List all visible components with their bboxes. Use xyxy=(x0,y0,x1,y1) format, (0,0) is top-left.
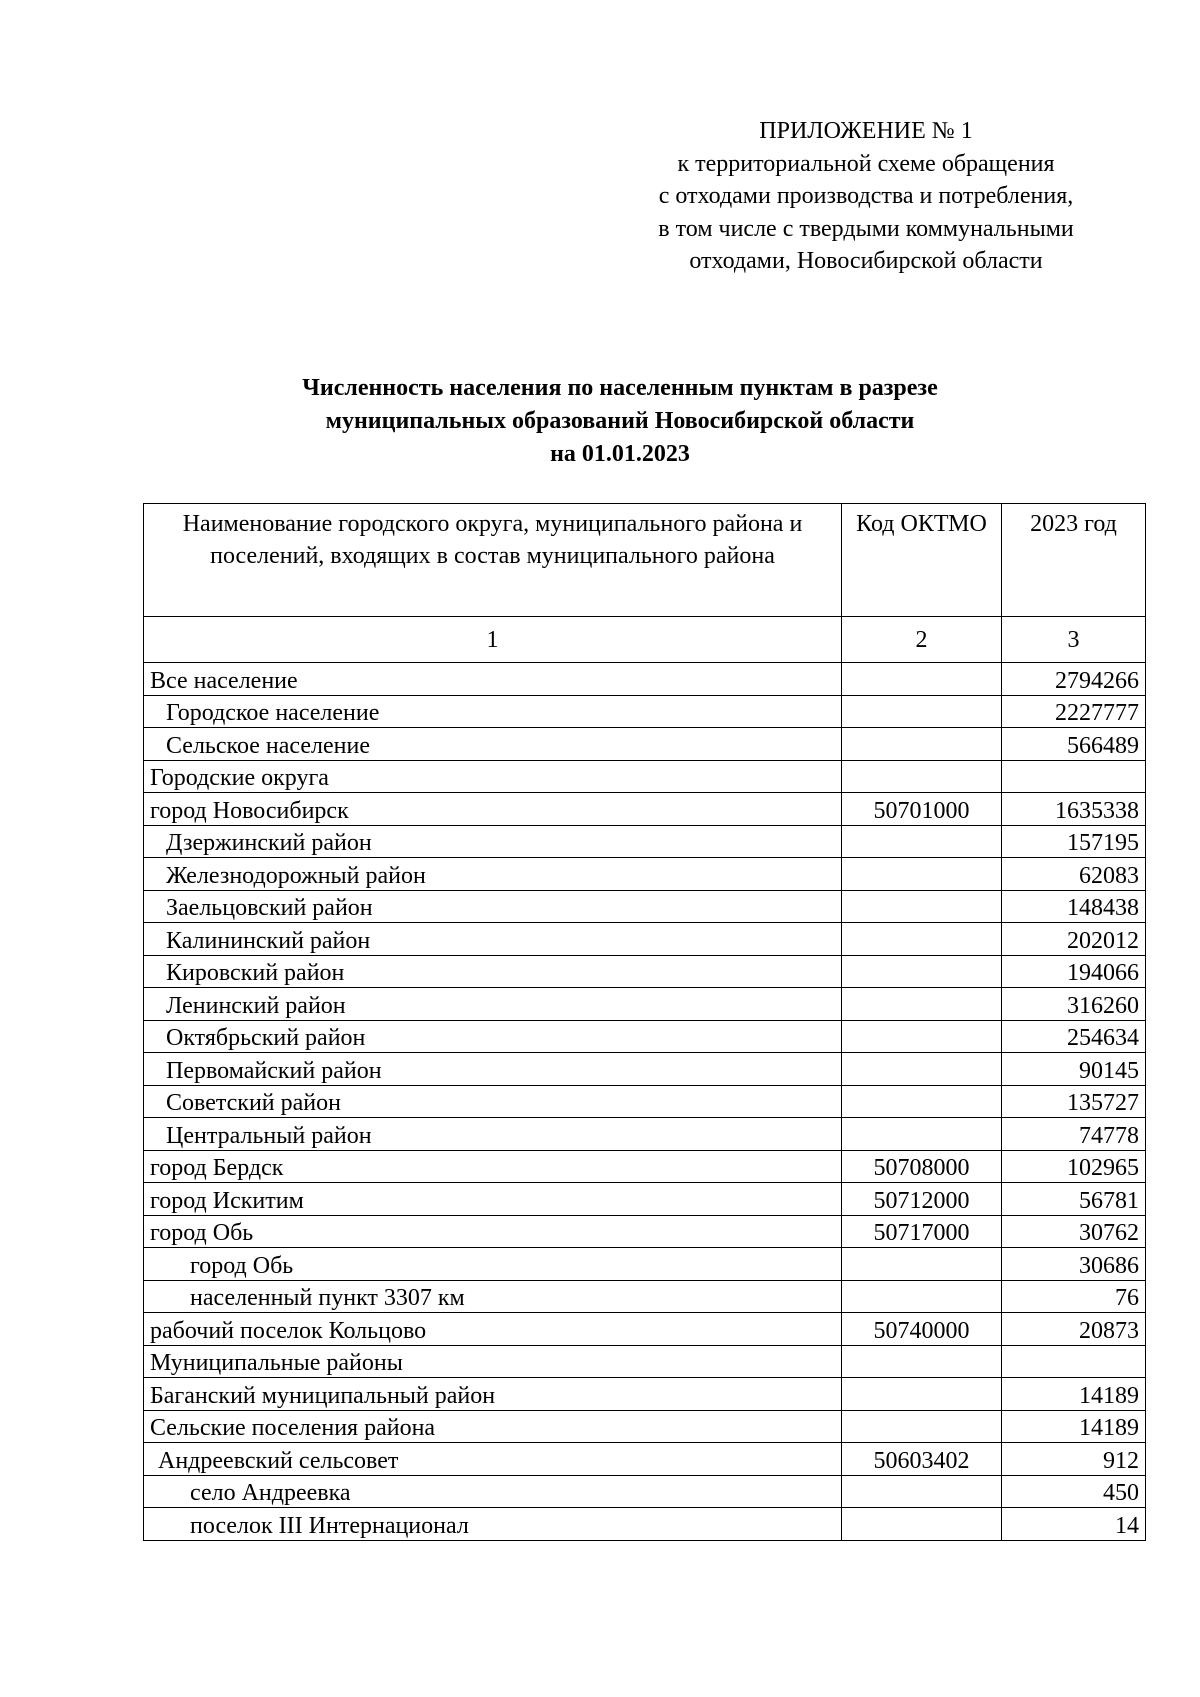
header-year: 2023 год xyxy=(1002,504,1146,617)
row-population xyxy=(1002,760,1146,793)
row-name: Октябрьский район xyxy=(144,1020,842,1053)
row-population: 14189 xyxy=(1002,1378,1146,1411)
row-oktmo-code xyxy=(842,760,1002,793)
row-population: 62083 xyxy=(1002,858,1146,891)
row-oktmo-code xyxy=(842,890,1002,923)
row-name: Муниципальные районы xyxy=(144,1345,842,1378)
row-population: 76 xyxy=(1002,1280,1146,1313)
table-row xyxy=(144,1508,1146,1541)
row-name: Городское население xyxy=(144,695,842,728)
row-oktmo-code xyxy=(842,1085,1002,1118)
title-line: на 01.01.2023 xyxy=(550,441,690,467)
population-table xyxy=(143,503,1146,1541)
row-oktmo-code: 50717000 xyxy=(842,1215,1002,1248)
row-name: Кировский район xyxy=(144,955,842,988)
row-population: 90145 xyxy=(1002,1053,1146,1086)
row-population: 135727 xyxy=(1002,1085,1146,1118)
row-population: 254634 xyxy=(1002,1020,1146,1053)
table-row xyxy=(144,1085,1146,1118)
header-name: Наименование городского округа, муниципального района и поселений, входящих в состав муниципального района xyxy=(144,504,842,617)
table-row xyxy=(144,825,1146,858)
row-name: город Обь xyxy=(144,1215,842,1248)
row-name: Первомайский район xyxy=(144,1053,842,1086)
row-population: 157195 xyxy=(1002,825,1146,858)
row-oktmo-code: 50701000 xyxy=(842,793,1002,826)
column-number: 3 xyxy=(1002,617,1146,663)
row-name: Калининский район xyxy=(144,923,842,956)
table-row xyxy=(144,955,1146,988)
row-oktmo-code xyxy=(842,858,1002,891)
row-population xyxy=(1002,1345,1146,1378)
table-row xyxy=(144,890,1146,923)
annex-header xyxy=(616,115,1116,278)
row-population: 1635338 xyxy=(1002,793,1146,826)
row-name: Городские округа xyxy=(144,760,842,793)
annex-line: ПРИЛОЖЕНИЕ № 1 xyxy=(759,118,973,144)
table-row xyxy=(144,1215,1146,1248)
row-population: 14 xyxy=(1002,1508,1146,1541)
table-row xyxy=(144,793,1146,826)
row-name: Советский район xyxy=(144,1085,842,1118)
table-row xyxy=(144,1053,1146,1086)
row-population: 2227777 xyxy=(1002,695,1146,728)
row-name: Ленинский район xyxy=(144,988,842,1021)
header-code: Код ОКТМО xyxy=(842,504,1002,617)
row-oktmo-code: 50712000 xyxy=(842,1183,1002,1216)
annex-line: с отходами производства и потребления, xyxy=(658,183,1074,209)
table-row xyxy=(144,728,1146,761)
title-line: муниципальных образований Новосибирской области xyxy=(325,408,915,434)
row-population: 74778 xyxy=(1002,1118,1146,1151)
row-population: 30686 xyxy=(1002,1248,1146,1281)
row-name: город Искитим xyxy=(144,1183,842,1216)
table-row xyxy=(144,760,1146,793)
document-title xyxy=(230,372,1010,471)
row-population: 20873 xyxy=(1002,1313,1146,1346)
row-name: город Бердск xyxy=(144,1150,842,1183)
row-oktmo-code xyxy=(842,1345,1002,1378)
table-row xyxy=(144,1475,1146,1508)
table-row xyxy=(144,1280,1146,1313)
row-population: 102965 xyxy=(1002,1150,1146,1183)
row-oktmo-code xyxy=(842,1410,1002,1443)
row-population: 912 xyxy=(1002,1443,1146,1476)
row-name: Заельцовский район xyxy=(144,890,842,923)
table-row xyxy=(144,1410,1146,1443)
annex-line: отходами, Новосибирской области xyxy=(689,248,1043,274)
row-population: 56781 xyxy=(1002,1183,1146,1216)
annex-line: в том числе с твердыми коммунальными xyxy=(658,215,1074,242)
row-name: город Новосибирск xyxy=(144,793,842,826)
row-name: Андреевский сельсовет xyxy=(144,1443,842,1476)
row-name: Сельские поселения района xyxy=(144,1410,842,1443)
row-name: Все население xyxy=(144,663,842,696)
row-name: село Андреевка xyxy=(144,1475,842,1508)
table-row xyxy=(144,1443,1146,1476)
column-number-row xyxy=(144,617,1146,663)
row-name: поселок III Интернационал xyxy=(144,1508,842,1541)
row-oktmo-code xyxy=(842,1280,1002,1313)
row-name: рабочий поселок Кольцово xyxy=(144,1313,842,1346)
table-row xyxy=(144,1020,1146,1053)
row-oktmo-code xyxy=(842,825,1002,858)
row-oktmo-code xyxy=(842,955,1002,988)
table-row xyxy=(144,1345,1146,1378)
row-name: город Обь xyxy=(144,1248,842,1281)
row-population: 194066 xyxy=(1002,955,1146,988)
row-name: Центральный район xyxy=(144,1118,842,1151)
row-population: 316260 xyxy=(1002,988,1146,1021)
row-oktmo-code xyxy=(842,1118,1002,1151)
row-name: Баганский муниципальный район xyxy=(144,1378,842,1411)
table-row xyxy=(144,1248,1146,1281)
row-oktmo-code xyxy=(842,663,1002,696)
table-row xyxy=(144,1313,1146,1346)
row-population: 30762 xyxy=(1002,1215,1146,1248)
row-name: Железнодорожный район xyxy=(144,858,842,891)
row-oktmo-code: 50740000 xyxy=(842,1313,1002,1346)
table-row xyxy=(144,988,1146,1021)
annex-line: к территориальной схеме обращения xyxy=(677,150,1055,177)
row-population: 2794266 xyxy=(1002,663,1146,696)
row-name: Сельское население xyxy=(144,728,842,761)
row-oktmo-code xyxy=(842,1508,1002,1541)
table-row xyxy=(144,663,1146,696)
table-row xyxy=(144,1118,1146,1151)
table-row xyxy=(144,1378,1146,1411)
row-oktmo-code xyxy=(842,1475,1002,1508)
table-row xyxy=(144,1150,1146,1183)
row-oktmo-code: 50603402 xyxy=(842,1443,1002,1476)
row-oktmo-code xyxy=(842,923,1002,956)
table-row xyxy=(144,695,1146,728)
row-oktmo-code xyxy=(842,1248,1002,1281)
row-population: 450 xyxy=(1002,1475,1146,1508)
row-oktmo-code xyxy=(842,728,1002,761)
column-number: 2 xyxy=(842,617,1002,663)
row-name: населенный пункт 3307 км xyxy=(144,1280,842,1313)
row-population: 566489 xyxy=(1002,728,1146,761)
row-population: 148438 xyxy=(1002,890,1146,923)
row-oktmo-code xyxy=(842,1053,1002,1086)
table-row xyxy=(144,1183,1146,1216)
title-line: Численность населения по населенным пунктам в разрезе xyxy=(302,375,938,401)
row-oktmo-code xyxy=(842,988,1002,1021)
row-oktmo-code xyxy=(842,1378,1002,1411)
row-population: 14189 xyxy=(1002,1410,1146,1443)
row-name: Дзержинский район xyxy=(144,825,842,858)
table-row xyxy=(144,858,1146,891)
row-population: 202012 xyxy=(1002,923,1146,956)
table-row xyxy=(144,923,1146,956)
column-number: 1 xyxy=(144,617,842,663)
table-header-row xyxy=(144,504,1146,617)
row-oktmo-code: 50708000 xyxy=(842,1150,1002,1183)
row-oktmo-code xyxy=(842,695,1002,728)
row-oktmo-code xyxy=(842,1020,1002,1053)
